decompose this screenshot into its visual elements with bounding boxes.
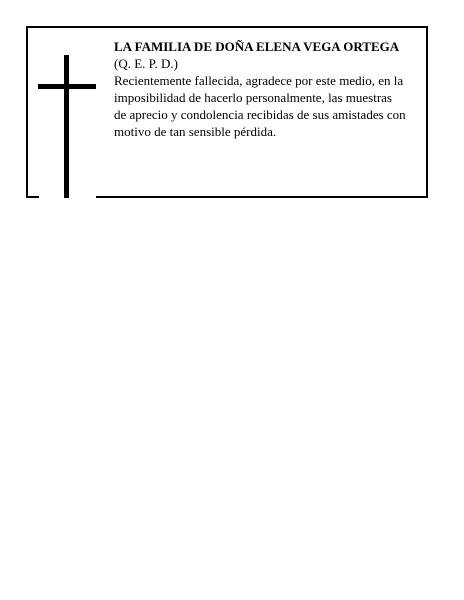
obituary-qepd: (Q. E. P. D.) [114,56,178,71]
frame-bottom-border-left [26,196,39,198]
cross-horizontal-bar [38,84,96,89]
obituary-body-line: Recientemente fallecida, agradece por este medio, en la [114,73,404,88]
obituary-body-line: imposibilidad de hacerlo personalmente, las muestras [114,90,392,105]
cross-vertical-bar [64,55,69,198]
obituary-text [114,38,426,140]
frame-bottom-border-right [96,196,428,198]
obituary-body-line: de aprecio y condolencia recibidas de sus amistades con [114,107,406,122]
obituary-body [114,72,426,140]
obituary-title: LA FAMILIA DE DOÑA ELENA VEGA ORTEGA [114,39,400,54]
frame-left-border [26,26,28,198]
obituary-body-line: motivo de tan sensible pérdida. [114,124,277,139]
